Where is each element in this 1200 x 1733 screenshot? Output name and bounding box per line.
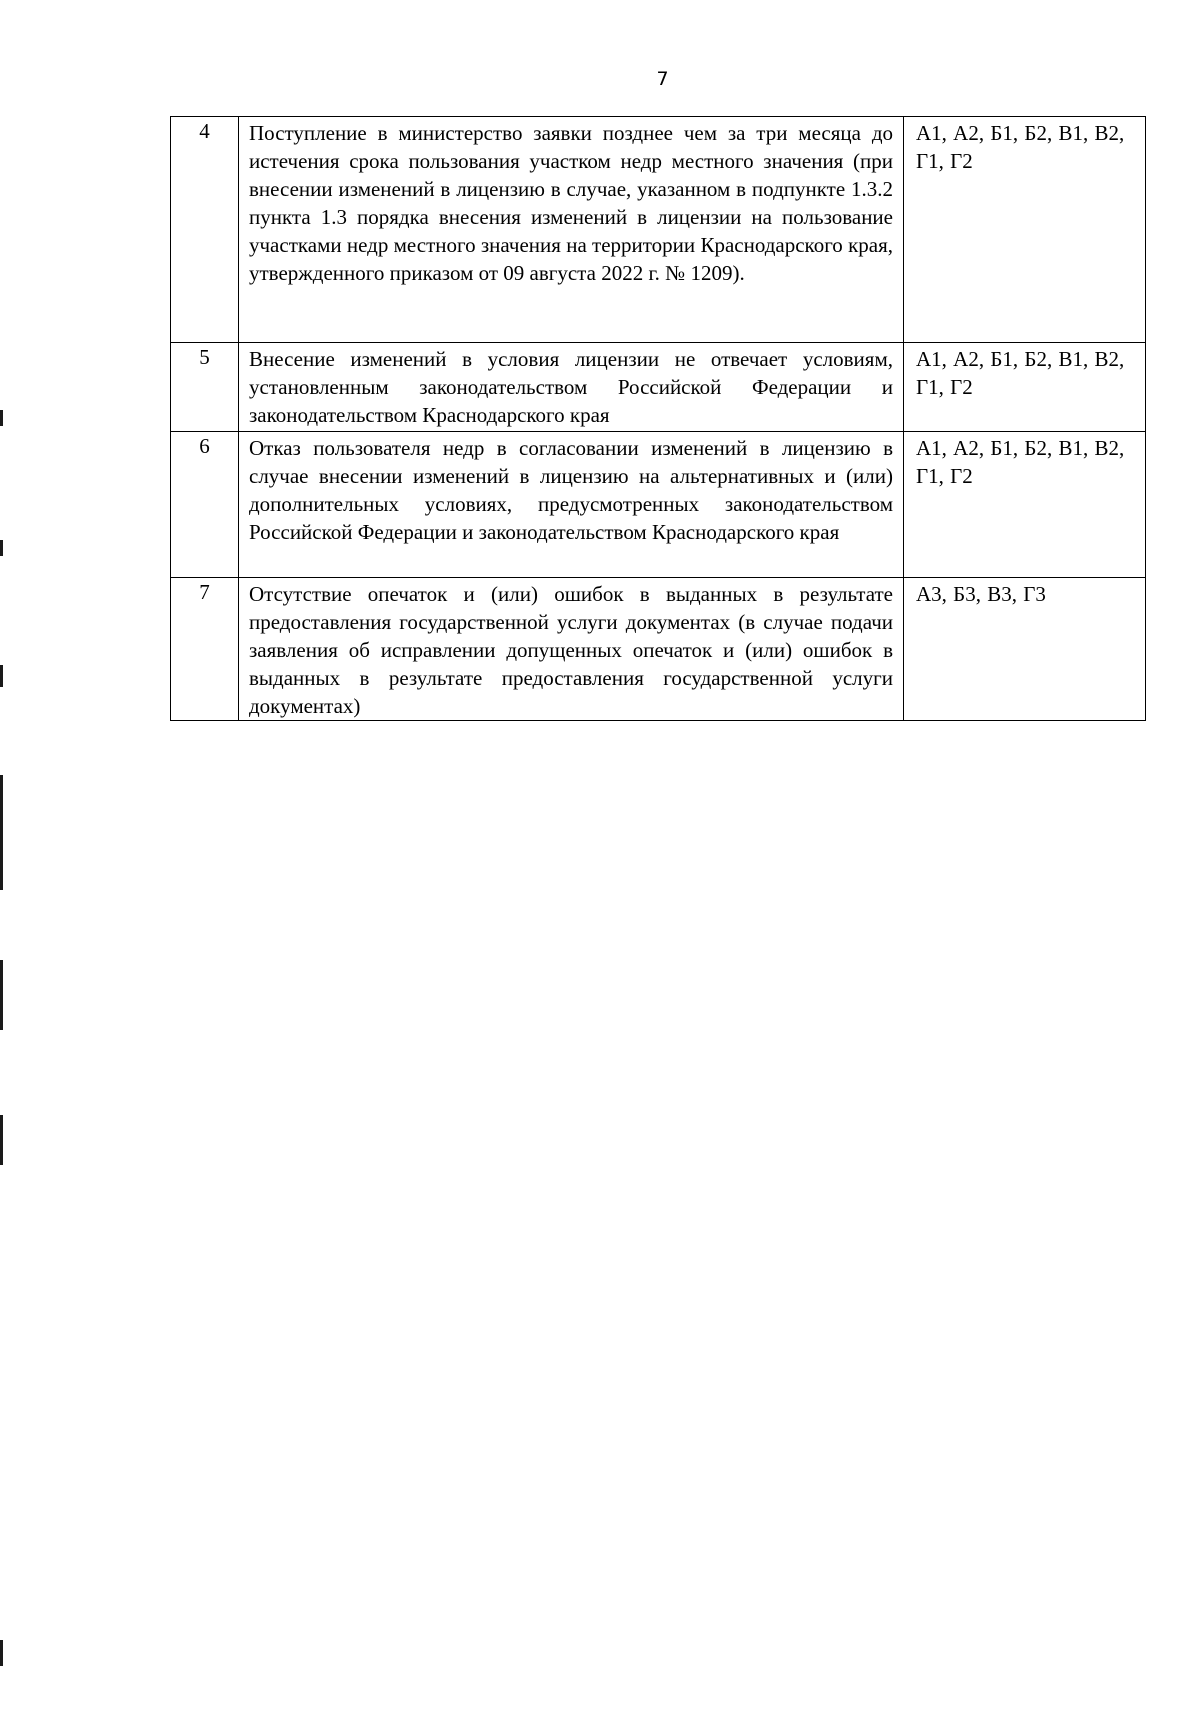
row-number: 5	[171, 343, 239, 432]
criteria-table	[170, 116, 1146, 721]
row-codes: А3, Б3, В3, Г3	[904, 578, 1146, 721]
table-row	[171, 578, 1146, 721]
row-number: 6	[171, 432, 239, 578]
table-row	[171, 343, 1146, 432]
scan-edge-mark	[0, 410, 3, 426]
row-text: Отсутствие опечаток и (или) ошибок в выданных в результате предоставления государственной услуги документах (в случае подачи заявления об исправлении допущенных опечаток и (или) ошибок в выданных в результате предоставления государственной услуги документах)	[239, 578, 904, 721]
row-number: 4	[171, 117, 239, 343]
row-text: Внесение изменений в условия лицензии не отвечает условиям, установленным законодательством Российской Федерации и законодательством Краснодарского края	[239, 343, 904, 432]
row-codes: А1, А2, Б1, Б2, В1, В2, Г1, Г2	[904, 117, 1146, 343]
row-text: Поступление в министерство заявки позднее чем за три месяца до истечения срока пользования участком недр местного значения (при внесении изменений в лицензию в случае, указанном в подпункте 1.3.2 пункта 1.3 порядка внесения изменений в лицензии на пользование участками недр местного значения на территории Краснодарского края, утвержденного приказом от 09 августа 2022 г. № 1209).	[239, 117, 904, 343]
row-codes: А1, А2, Б1, Б2, В1, В2, Г1, Г2	[904, 343, 1146, 432]
row-codes: А1, А2, Б1, Б2, В1, В2, Г1, Г2	[904, 432, 1146, 578]
row-text: Отказ пользователя недр в согласовании изменений в лицензию в случае внесении изменений в лицензию на альтернативных и (или) дополнительных условиях, предусмотренных законодательством Российской Федерации и законодательством Краснодарского края	[239, 432, 904, 578]
scan-edge-mark	[0, 665, 3, 687]
scan-edge-mark	[0, 960, 3, 1030]
table-row	[171, 117, 1146, 343]
scan-edge-mark	[0, 540, 3, 556]
scan-edge-mark	[0, 1640, 3, 1666]
scan-edge-mark	[0, 1115, 3, 1165]
row-number: 7	[171, 578, 239, 721]
scan-edge-mark	[0, 775, 3, 890]
page-number: 7	[656, 68, 669, 90]
table-row	[171, 432, 1146, 578]
